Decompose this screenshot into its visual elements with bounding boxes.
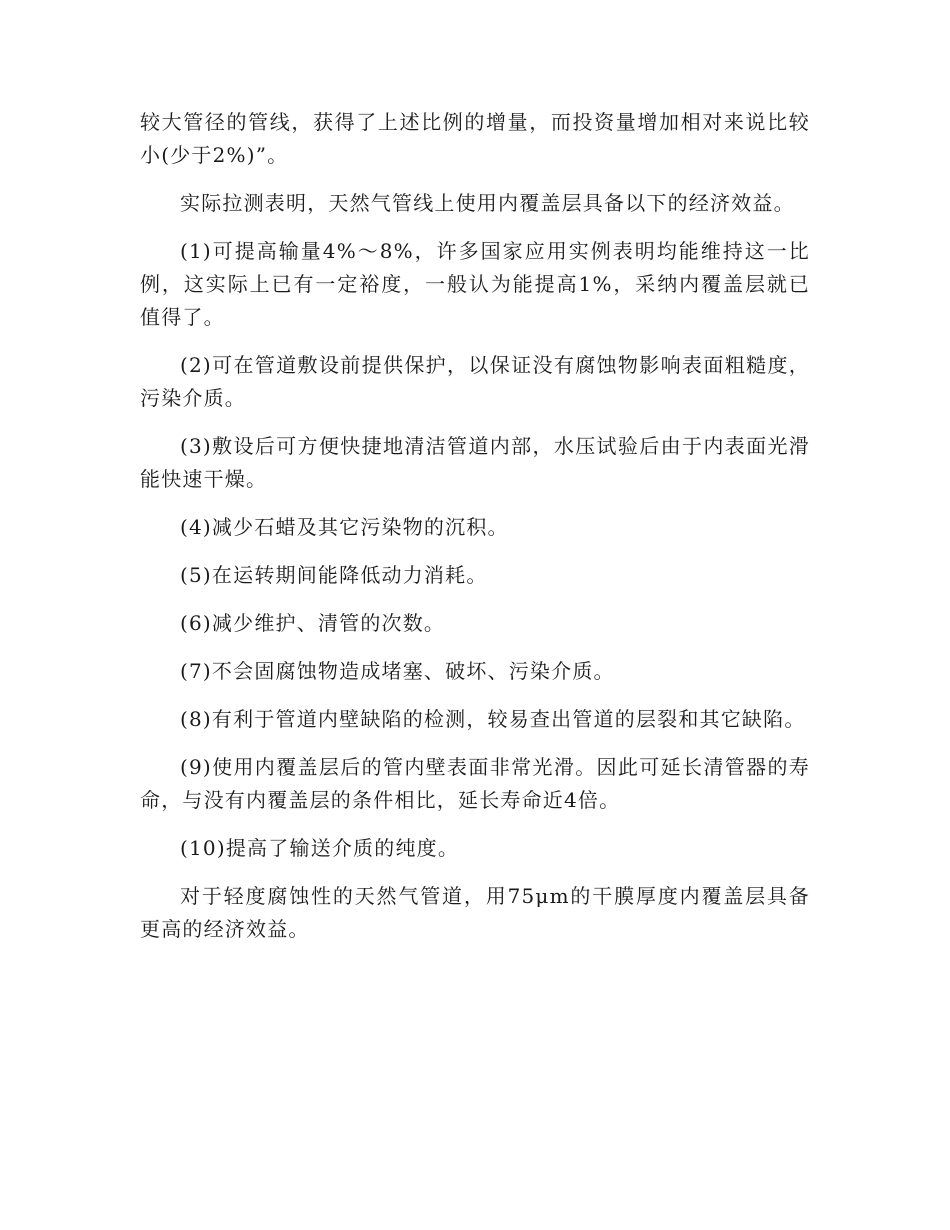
list-item-3: (3)敷设后可方便快捷地清洁管道内部，水压试验后由于内表面光滑能快速干燥。 bbox=[140, 434, 810, 491]
list-item-6: (6)减少维护、清管的次数。 bbox=[180, 611, 446, 635]
list-item-5: (5)在运转期间能降低动力消耗。 bbox=[180, 563, 488, 587]
list-item-10: (10)提高了输送介质的纯度。 bbox=[180, 836, 460, 860]
paragraph-continuation: 较大管径的管线，获得了上述比例的增量，而投资量增加相对来说比较小(少于2%)”。 bbox=[140, 110, 810, 167]
list-item-8: (8)有利于管道内壁缺陷的检测，较易查出管道的层裂和其它缺陷。 bbox=[180, 707, 806, 731]
list-item-2: (2)可在管道敷设前提供保护，以保证没有腐蚀物影响表面粗糙度，污染介质。 bbox=[140, 353, 810, 410]
list-item-9: (9)使用内覆盖层后的管内壁表面非常光滑。因此可延长清管器的寿命，与没有内覆盖层的条件相比，延长寿命近4倍。 bbox=[140, 755, 810, 812]
paragraph-intro: 实际拉测表明，天然气管线上使用内覆盖层具备以下的经济效益。 bbox=[180, 191, 795, 215]
list-item-1: (1)可提高输量4%～8%，许多国家应用实例表明均能维持这一比例，这实际上已有一定裕度，一般认为能提高1%，采纳内覆盖层就已值得了。 bbox=[140, 239, 810, 329]
list-item-4: (4)减少石蜡及其它污染物的沉积。 bbox=[180, 515, 509, 539]
list-item-7: (7)不会固腐蚀物造成堵塞、破坏、污染介质。 bbox=[180, 659, 615, 683]
paragraph-conclusion: 对于轻度腐蚀性的天然气管道，用75μm的干膜厚度内覆盖层具备更高的经济效益。 bbox=[140, 884, 810, 941]
